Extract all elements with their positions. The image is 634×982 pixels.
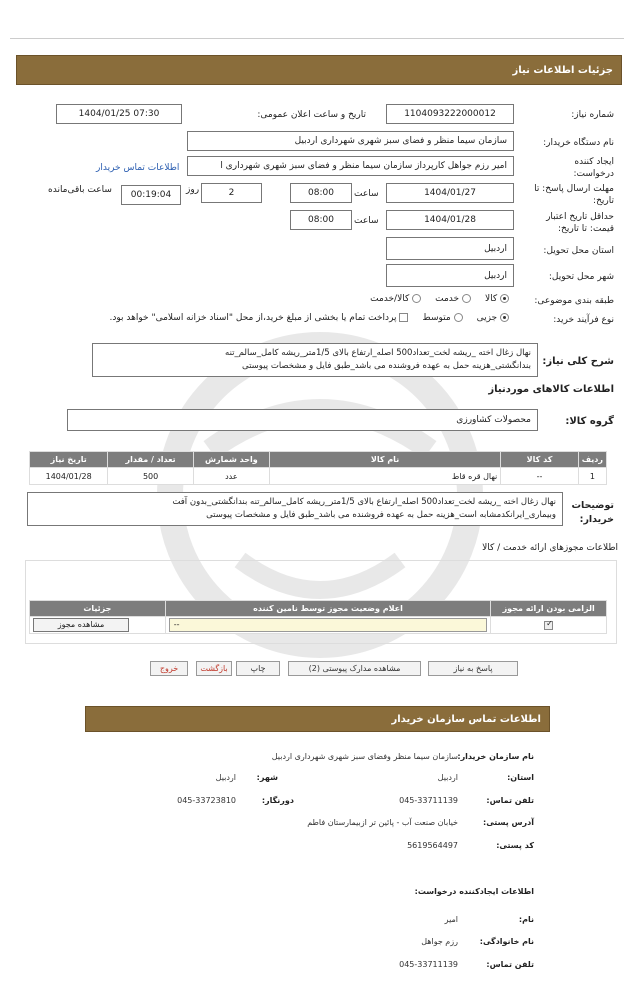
- checkbox-icon[interactable]: [399, 313, 408, 322]
- print-button[interactable]: چاپ: [236, 661, 280, 676]
- contact-phone-label: تلفن تماس:: [486, 796, 534, 805]
- process-option-partial[interactable]: جزیی: [477, 313, 509, 323]
- creator-last-name: رزم جواهل: [421, 937, 458, 946]
- need-number-field: 1104093222000012: [386, 104, 514, 124]
- creator-label-1: ایجاد کننده: [574, 157, 614, 167]
- goods-cell-date: 1404/01/28: [30, 468, 108, 485]
- contact-address-label: آدرس پستی:: [483, 818, 534, 827]
- goods-table: [29, 451, 607, 485]
- process-radio-group: [110, 313, 509, 323]
- buyer-org-field: سازمان سیما منظر و فضای سبز شهری شهرداری اردبیل: [187, 131, 514, 151]
- goods-cell-unit: عدد: [193, 468, 269, 485]
- reply-button[interactable]: پاسخ به نیاز: [428, 661, 518, 676]
- send-date-field: 1404/01/27: [386, 183, 514, 203]
- contact-org-label: نام سازمان خریدار:: [457, 752, 534, 761]
- back-button[interactable]: بازگشت: [196, 661, 232, 676]
- license-header-required: الزامی بودن ارائه مجوز: [491, 601, 607, 617]
- category-option-service[interactable]: خدمت: [435, 294, 471, 304]
- buyer-desc-label-1: توضیحات: [571, 500, 614, 511]
- contact-city-label: شهر:: [256, 773, 278, 782]
- page-title: جزئیات اطلاعات نیاز: [512, 64, 613, 76]
- description-box: [92, 343, 538, 377]
- goods-header-unit: واحد شمارش: [193, 452, 269, 468]
- radio-icon[interactable]: [500, 294, 509, 303]
- page-header: [16, 55, 622, 85]
- contact-postal: 5619564497: [407, 841, 458, 850]
- validity-time-field: 08:00: [290, 210, 352, 230]
- send-time-label: ساعت: [354, 189, 379, 199]
- category-option-both[interactable]: کالا/خدمت: [370, 294, 421, 304]
- license-header-status: اعلام وضعیت مجوز توسط نامین کننده: [165, 601, 491, 617]
- validity-label-2: قیمت: تا تاریخ:: [558, 224, 614, 234]
- contact-address: خیابان صنعت آب - پائین تر ازبیمارستان فاطم: [307, 818, 458, 827]
- creator-phone: 045-33711139: [399, 960, 458, 969]
- contact-buyer-link[interactable]: اطلاعات تماس خریدار: [96, 163, 180, 173]
- category-radio-group: [370, 294, 509, 304]
- contact-province: اردبیل: [437, 773, 458, 782]
- creator-label-2: درخواست:: [573, 169, 614, 179]
- goods-group-field: محصولات کشاورزی: [67, 409, 538, 431]
- exit-button[interactable]: خروج: [150, 661, 188, 676]
- contact-header: [85, 706, 550, 732]
- goods-cell-code: --: [501, 468, 578, 485]
- creator-phone-label: تلفن تماس:: [486, 960, 534, 969]
- goods-header-date: تاریخ نیاز: [30, 452, 108, 468]
- goods-section-title: اطلاعات کالاهای موردنیاز: [488, 384, 614, 395]
- contact-title: اطلاعات تماس سازمان خریدار: [391, 713, 541, 725]
- remaining-label: ساعت باقی‌مانده: [48, 185, 112, 195]
- license-details-cell: [30, 617, 166, 634]
- creator-first-name-label: نام:: [518, 915, 534, 924]
- description-label: شرح کلی نیاز:: [542, 356, 614, 367]
- city-field: اردبیل: [386, 264, 514, 287]
- remaining-time-field: 00:19:04: [121, 185, 181, 205]
- announce-label: تاریخ و ساعت اعلان عمومی:: [257, 110, 366, 120]
- checked-checkbox-icon: ✓: [546, 618, 553, 628]
- license-table: [29, 600, 607, 634]
- validity-time-label: ساعت: [354, 216, 379, 226]
- payment-treasury-option[interactable]: پرداخت تمام یا بخشی از مبلغ خرید،از محل "اسناد خزانه اسلامی" خواهد بود.: [110, 313, 409, 323]
- goods-cell-name: نهال قره قاط: [269, 468, 500, 485]
- province-label: استان محل تحویل:: [543, 246, 614, 256]
- buyer-desc-line-2: وبیماری_ایرانکدمشابه است_هزینه حمل به عهده فروشنده می باشد_طبق فایل و مشخصات پیوستی: [206, 510, 556, 520]
- validity-label-1: حداقل تاریخ اعتبار: [546, 212, 614, 222]
- license-status-cell: [165, 617, 491, 634]
- license-status-field[interactable]: --: [169, 618, 488, 632]
- license-required-cell: [491, 617, 607, 634]
- radio-icon[interactable]: [412, 294, 421, 303]
- contact-org: سازمان سیما منظر وفضای سبز شهری شهرداری اردبیل: [271, 752, 458, 761]
- goods-cell-row: 1: [578, 468, 606, 485]
- radio-icon[interactable]: [500, 313, 509, 322]
- contact-phone: 045-33711139: [399, 796, 458, 805]
- send-time-field: 08:00: [290, 183, 352, 203]
- creator-info-title: اطلاعات ایجادکننده درخواست:: [414, 887, 534, 896]
- process-option-medium[interactable]: متوسط: [422, 313, 462, 323]
- radio-icon[interactable]: [454, 313, 463, 322]
- goods-header-qty: تعداد / مقدار: [108, 452, 194, 468]
- attachments-button[interactable]: مشاهده مدارک پیوستی (2): [288, 661, 421, 676]
- validity-date-field: 1404/01/28: [386, 210, 514, 230]
- contact-fax: 045-33723810: [177, 796, 236, 805]
- category-label: طبقه بندی موضوعی:: [534, 296, 614, 306]
- goods-header-row: ردیف: [578, 452, 606, 468]
- contact-province-label: استان:: [507, 773, 534, 782]
- license-section-title: اطلاعات مجوزهای ارائه خدمت / کالا: [482, 543, 618, 553]
- creator-first-name: امیر: [444, 915, 458, 924]
- description-line-1: نهال زغال اخته _ریشه لخت_تعداد500 اصله_ارتفاع بالای 1/5متر_ریشه کامل_سالم_تنه: [225, 348, 531, 358]
- license-header-details: جزئیات: [30, 601, 166, 617]
- creator-last-name-label: نام خانوادگی:: [479, 937, 534, 946]
- category-option-goods[interactable]: کالا: [485, 294, 509, 304]
- creator-field: امیر رزم جواهل کارپرداز سازمان سیما منظر و فضای سبز شهری شهرداری ا: [187, 156, 514, 176]
- goods-header-code: کد کالا: [501, 452, 578, 468]
- need-number-label: شماره نیاز:: [571, 110, 614, 120]
- process-label: نوع فرآیند خرید:: [553, 315, 614, 325]
- announce-field: 1404/01/25 07:30: [56, 104, 182, 124]
- view-license-button[interactable]: مشاهده مجوز: [33, 618, 129, 632]
- table-row: [30, 468, 607, 485]
- radio-icon[interactable]: [462, 294, 471, 303]
- day-label: روز: [186, 185, 200, 195]
- city-label: شهر محل تحویل:: [548, 272, 614, 282]
- goods-header-name: نام کالا: [269, 452, 500, 468]
- goods-cell-qty: 500: [108, 468, 194, 485]
- buyer-desc-line-1: نهال زغال اخته _ریشه لخت_تعداد500 اصله_ارتفاع بالای 1/5متر_ریشه کامل_سالم_تنه بندانگشتی_بدون آفت: [172, 497, 556, 507]
- description-line-2: بندانگشتی_هزینه حمل به عهده فروشنده می باشد_طبق فایل و مشخصات پیوستی: [242, 361, 531, 371]
- send-deadline-label-1: مهلت ارسال پاسخ: تا: [534, 184, 614, 194]
- buyer-desc-label-2: خریدار:: [579, 514, 614, 525]
- top-divider: [10, 38, 624, 39]
- send-deadline-label-2: تاریخ:: [593, 196, 614, 206]
- days-field: 2: [201, 183, 262, 203]
- goods-group-label: گروه کالا:: [565, 416, 614, 427]
- buyer-org-label: نام دستگاه خریدار:: [543, 138, 614, 148]
- table-row: [30, 617, 607, 634]
- contact-city: اردبیل: [215, 773, 236, 782]
- province-field: اردبیل: [386, 237, 514, 260]
- contact-fax-label: دورنگار:: [261, 796, 294, 805]
- buyer-desc-box: [27, 492, 563, 526]
- contact-postal-label: کد پستی:: [496, 841, 534, 850]
